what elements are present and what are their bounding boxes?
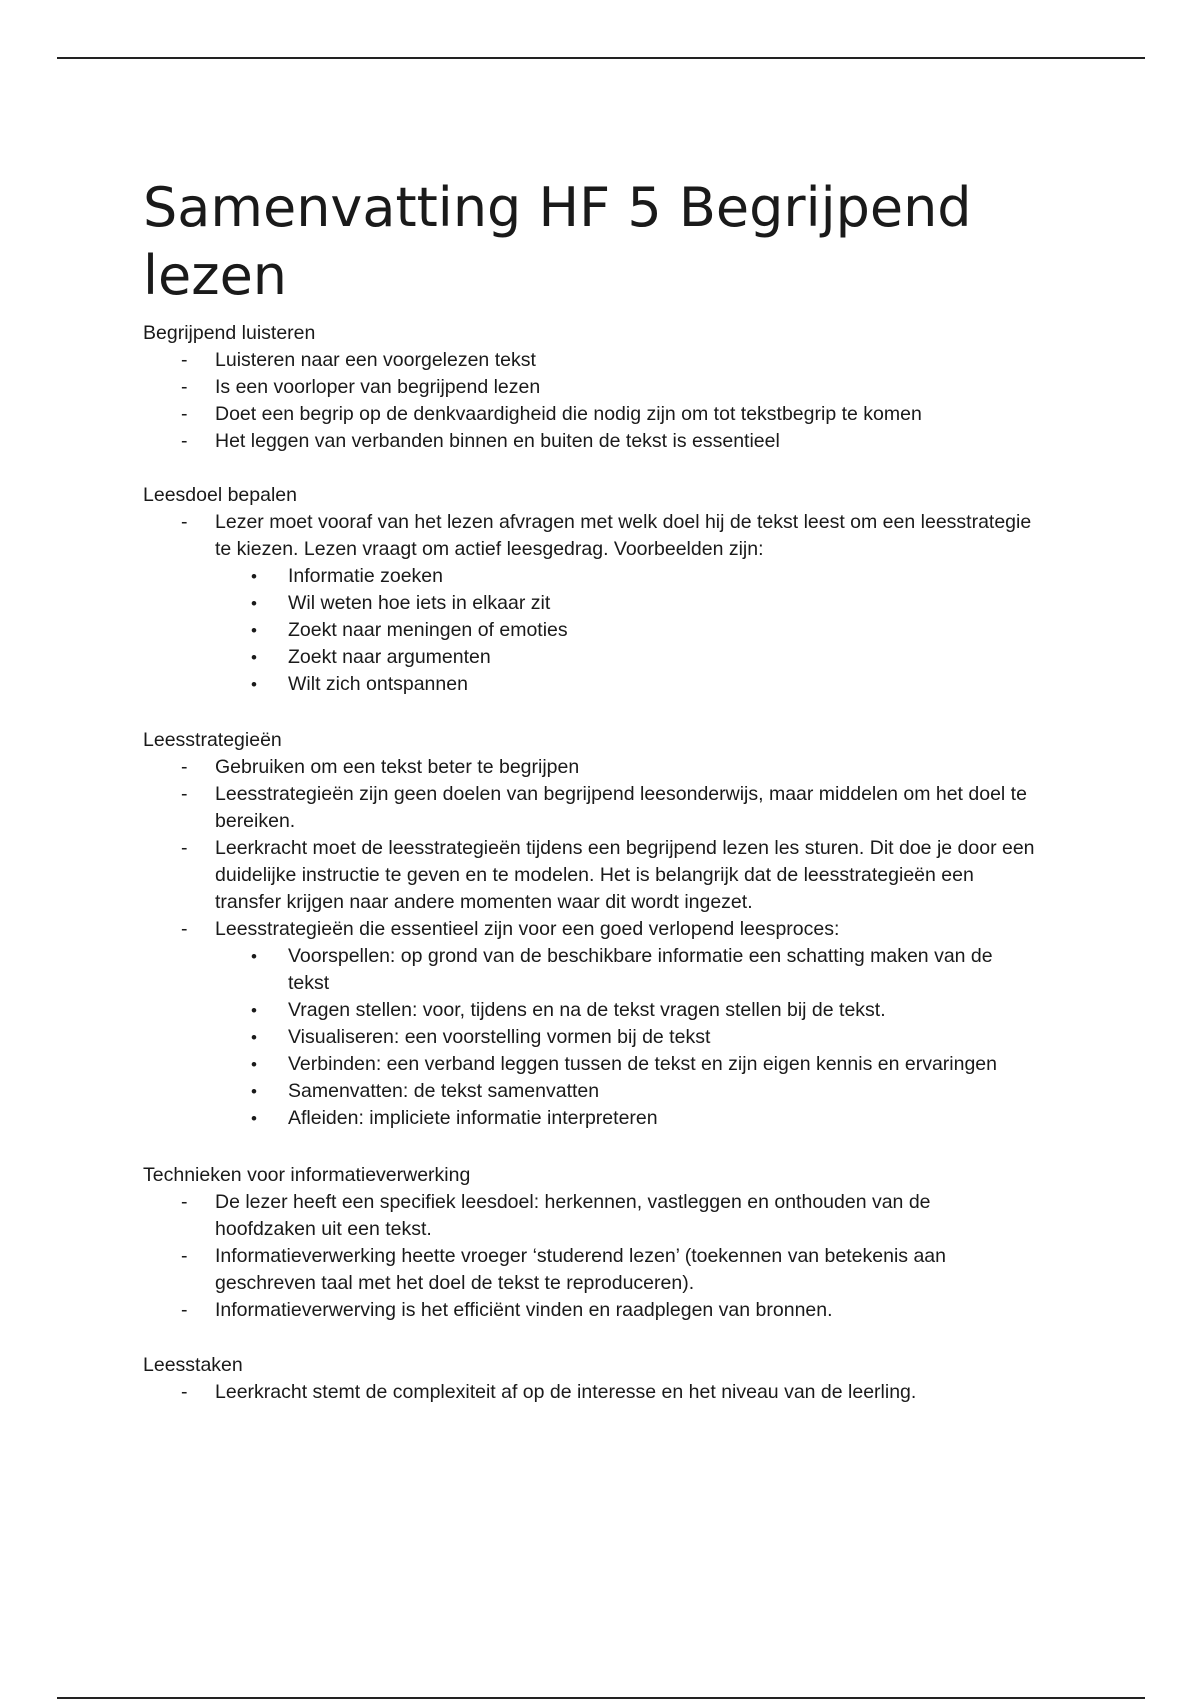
bullet-marker: • — [251, 1028, 257, 1047]
dash-marker: - — [181, 837, 188, 859]
list-item — [143, 374, 1035, 401]
list-item-text: Het leggen van verbanden binnen en buiten de tekst is essentieel — [215, 430, 780, 452]
section-heading: Technieken voor informatieverwerking — [143, 1164, 471, 1186]
bullet-item-text: Vragen stellen: voor, tijdens en na de tekst vragen stellen bij de tekst. — [288, 999, 886, 1021]
list-item-text: Gebruiken om een tekst beter te begrijpen — [215, 756, 580, 778]
list-item-text: Doet een begrip op de denkvaardigheid die nodig zijn om tot tekstbegrip te komen — [215, 403, 922, 425]
dash-marker: - — [181, 376, 188, 398]
dash-marker: - — [181, 756, 188, 778]
dash-marker: - — [181, 511, 188, 533]
dash-marker: - — [181, 1245, 188, 1267]
footer-rule — [57, 1697, 1145, 1699]
list-item-text: Luisteren naar een voorgelezen tekst — [215, 349, 536, 371]
section-heading: Leesstrategieën — [143, 729, 282, 751]
list-item — [143, 781, 1035, 835]
dash-marker: - — [181, 1381, 188, 1403]
bullet-marker: • — [251, 1109, 257, 1128]
dash-list — [143, 509, 1103, 563]
section-heading: Leesstaken — [143, 1354, 243, 1376]
dash-list — [143, 1379, 1103, 1406]
dash-marker: - — [181, 1191, 188, 1213]
dash-marker: - — [181, 349, 188, 371]
bullet-item-text: Zoekt naar argumenten — [288, 646, 491, 668]
list-item — [143, 1243, 1035, 1297]
list-item-text: Lezer moet vooraf van het lezen afvragen met welk doel hij de tekst leest om een leesstrategie te kiezen. Lezen vraagt om actief leesgedrag. Voorbeelden zijn: — [215, 511, 1032, 560]
list-item-text: Leerkracht stemt de complexiteit af op de interesse en het niveau van de leerling. — [215, 1381, 917, 1403]
bullet-marker: • — [251, 1001, 257, 1020]
bullet-item-text: Wil weten hoe iets in elkaar zit — [288, 592, 551, 614]
list-item-text: Is een voorloper van begrijpend lezen — [215, 376, 541, 398]
bullet-item-text: Voorspellen: op grond van de beschikbare informatie een schatting maken van de tekst — [288, 945, 993, 994]
dash-marker: - — [181, 783, 188, 805]
bullet-item — [143, 563, 1038, 590]
section-leesstaken — [143, 1352, 1103, 1406]
bullet-marker: • — [251, 947, 257, 966]
bullet-item-text: Zoekt naar meningen of emoties — [288, 619, 568, 641]
list-item-text: Leesstrategieën die essentieel zijn voor een goed verlopend leesproces: — [215, 918, 840, 940]
list-item — [143, 916, 1035, 943]
section-leesdoel-bepalen — [143, 482, 1103, 698]
section-heading: Leesdoel bepalen — [143, 484, 297, 506]
bullet-marker: • — [251, 1055, 257, 1074]
list-item — [143, 1379, 1035, 1406]
bullet-item — [143, 997, 1038, 1024]
list-item — [143, 428, 1035, 455]
header-rule — [57, 57, 1145, 59]
bullet-item — [143, 1024, 1038, 1051]
bullet-marker: • — [251, 1082, 257, 1101]
dash-marker: - — [181, 918, 188, 940]
bullet-item-text: Visualiseren: een voorstelling vormen bij de tekst — [288, 1026, 711, 1048]
section-leesstrategieen — [143, 727, 1103, 1132]
list-item — [143, 347, 1035, 374]
bullet-marker: • — [251, 567, 257, 586]
dash-list — [143, 754, 1103, 943]
bullet-marker: • — [251, 648, 257, 667]
dash-marker: - — [181, 430, 188, 452]
bullet-item-text: Informatie zoeken — [288, 565, 444, 587]
bullet-item-text: Wilt zich ontspannen — [288, 673, 468, 695]
bullet-item — [143, 617, 1038, 644]
bullet-item — [143, 1078, 1038, 1105]
bullet-item — [143, 590, 1038, 617]
bullet-marker: • — [251, 594, 257, 613]
list-item — [143, 1189, 1035, 1243]
section-begrijpend-luisteren — [143, 320, 1103, 455]
bullet-marker: • — [251, 621, 257, 640]
list-item-text: Informatieverwerving is het efficiënt vinden en raadplegen van bronnen. — [215, 1299, 833, 1321]
section-technieken-informatieverwerking — [143, 1162, 1103, 1324]
list-item — [143, 835, 1035, 916]
dash-marker: - — [181, 1299, 188, 1321]
bullet-item-text: Samenvatten: de tekst samenvatten — [288, 1080, 600, 1102]
bullet-marker: • — [251, 675, 257, 694]
bullet-item — [143, 1051, 1038, 1078]
list-item — [143, 1297, 1035, 1324]
bullet-list — [143, 563, 1103, 698]
dash-marker: - — [181, 403, 188, 425]
list-item — [143, 509, 1035, 563]
list-item-text: Leesstrategieën zijn geen doelen van begrijpend leesonderwijs, maar middelen om het doel te bereiken. — [215, 783, 1027, 832]
bullet-item — [143, 943, 1038, 997]
list-item — [143, 401, 1035, 428]
bullet-list — [143, 943, 1103, 1132]
list-item — [143, 754, 1035, 781]
section-heading: Begrijpend luisteren — [143, 322, 316, 344]
bullet-item-text: Afleiden: impliciete informatie interpreteren — [288, 1107, 658, 1129]
bullet-item-text: Verbinden: een verband leggen tussen de tekst en zijn eigen kennis en ervaringen — [288, 1053, 997, 1075]
dash-list — [143, 1189, 1103, 1324]
dash-list — [143, 347, 1103, 455]
page-title: Samenvatting HF 5 Begrijpend lezen — [143, 176, 972, 308]
bullet-item — [143, 671, 1038, 698]
bullet-item — [143, 1105, 1038, 1132]
list-item-text: Informatieverwerking heette vroeger ‘studerend lezen’ (toekennen van betekenis aan geschreven taal met het doel de tekst te reproduceren). — [215, 1245, 946, 1294]
bullet-item — [143, 644, 1038, 671]
list-item-text: Leerkracht moet de leesstrategieën tijdens een begrijpend lezen les sturen. Dit doe je door een duidelijke instructie te geven en te modelen. Het is belangrijk dat de leesstrategieën een transfer krijgen naar andere momenten waar dit wordt ingezet. — [215, 837, 1035, 913]
list-item-text: De lezer heeft een specifiek leesdoel: herkennen, vastleggen en onthouden van de hoofdzaken uit een tekst. — [215, 1191, 931, 1240]
